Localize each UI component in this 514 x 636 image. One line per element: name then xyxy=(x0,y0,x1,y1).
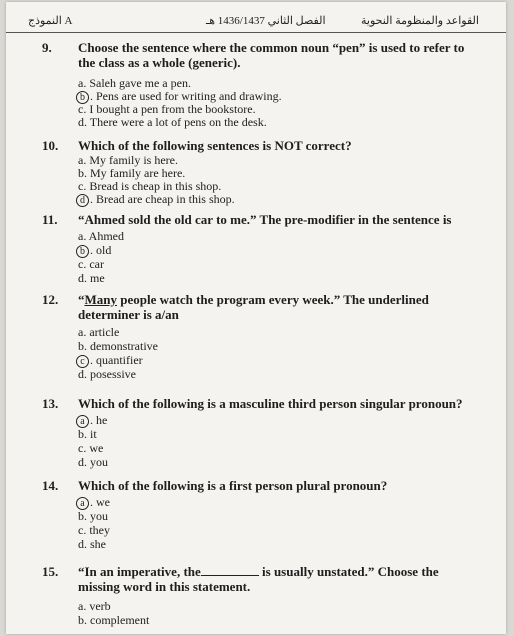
underlined-word: Many xyxy=(84,292,117,307)
option-b[interactable]: b. you xyxy=(78,509,108,523)
exam-page xyxy=(6,2,506,634)
blank-line xyxy=(201,565,259,576)
option-c[interactable]: c. they xyxy=(78,523,110,537)
question-number: 15. xyxy=(42,564,59,579)
option-d[interactable]: d. posessive xyxy=(78,367,136,381)
question-text: “In an imperative, the is usually unstated.” Choose the missing word in this statement. xyxy=(78,564,439,594)
option-b[interactable]: b. demonstrative xyxy=(78,339,158,353)
question-text: “Many people watch the program every week.” The underlined determiner is a/an xyxy=(78,292,429,322)
question-number: 12. xyxy=(42,292,59,307)
option-a[interactable]: a . he xyxy=(78,414,107,428)
option-d[interactable]: d. me xyxy=(78,271,105,285)
question-text: Choose the sentence where the common noun “pen” is used to refer to the class as a whole (generic). xyxy=(78,40,465,70)
option-c[interactable]: c. Bread is cheap in this shop. xyxy=(78,179,222,193)
option-c[interactable]: c. car xyxy=(78,257,104,271)
question-number: 14. xyxy=(42,478,59,493)
question-number: 13. xyxy=(42,396,59,411)
selected-answer-mark: c xyxy=(76,355,89,368)
option-a[interactable]: a . we xyxy=(78,496,110,510)
option-c[interactable]: c. we xyxy=(78,441,104,455)
question-number: 11. xyxy=(42,212,58,227)
option-b[interactable]: b . old xyxy=(78,244,111,258)
exam-model: النموذج A xyxy=(28,15,73,27)
question-text: Which of the following sentences is NOT correct? xyxy=(78,138,352,153)
selected-answer-mark: a xyxy=(76,415,89,428)
option-c[interactable]: c . quantifier xyxy=(78,354,143,368)
option-c[interactable]: c. I bought a pen from the bookstore. xyxy=(78,102,256,116)
option-b[interactable]: b. complement xyxy=(78,613,150,627)
option-d[interactable]: d. she xyxy=(78,537,106,551)
option-a[interactable]: a. Saleh gave me a pen. xyxy=(78,76,191,90)
option-a[interactable]: a. My family is here. xyxy=(78,153,178,167)
semester-label: الفصل الثاني 1436/1437 هـ xyxy=(206,15,326,27)
page-header xyxy=(6,2,506,33)
selected-answer-mark: a xyxy=(76,497,89,510)
option-a[interactable]: a. article xyxy=(78,325,120,339)
option-b[interactable]: b. it xyxy=(78,427,97,441)
option-d[interactable]: d. you xyxy=(78,455,108,469)
option-a[interactable]: a. verb xyxy=(78,599,111,613)
option-b[interactable]: b. My family are here. xyxy=(78,166,186,180)
question-number: 10. xyxy=(42,138,59,153)
selected-answer-mark: b xyxy=(76,91,89,104)
question-text: “Ahmed sold the old car to me.” The pre-modifier in the sentence is xyxy=(78,212,452,227)
option-d[interactable]: d . Bread are cheap in this shop. xyxy=(78,193,235,207)
course-title: القواعد والمنظومة النحوية xyxy=(361,15,479,27)
option-b[interactable]: b . Pens are used for writing and drawing. xyxy=(78,90,282,104)
question-text: Which of the following is a masculine third person singular pronoun? xyxy=(78,396,463,411)
selected-answer-mark: d xyxy=(76,194,89,207)
option-d[interactable]: d. There were a lot of pens on the desk. xyxy=(78,115,267,129)
question-text: Which of the following is a first person plural pronoun? xyxy=(78,478,388,493)
selected-answer-mark: b xyxy=(76,245,89,258)
question-number: 9. xyxy=(42,40,52,55)
option-a[interactable]: a. Ahmed xyxy=(78,229,124,243)
